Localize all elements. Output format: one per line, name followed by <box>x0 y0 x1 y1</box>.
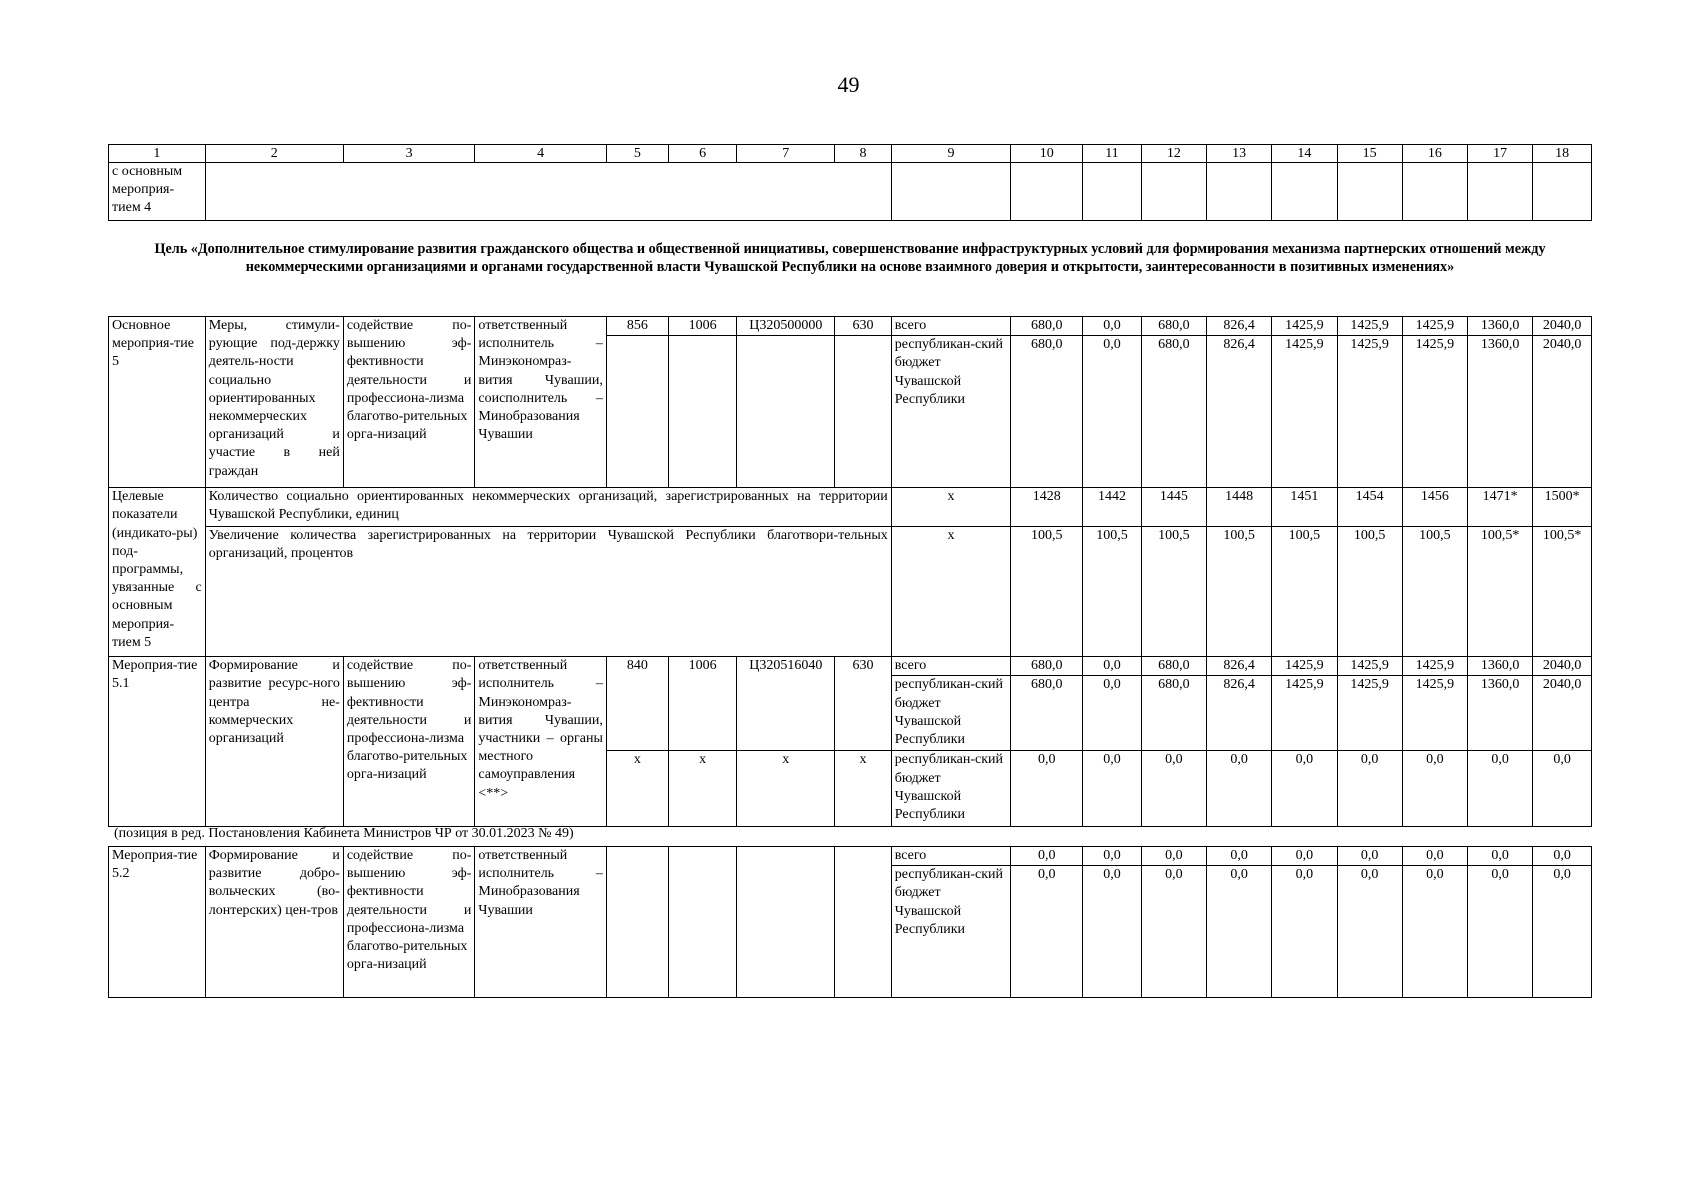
value-cell: 0,0 <box>1083 866 1142 998</box>
value-cell: 0,0 <box>1467 751 1532 827</box>
value-cell: 1425,9 <box>1337 657 1402 676</box>
value-cell: 1448 <box>1207 488 1272 527</box>
m52-executor: ответственный исполнитель – Минобразования Чувашии <box>475 847 607 998</box>
value-cell: 0,0 <box>1467 847 1532 866</box>
value-cell: 100,5 <box>1207 527 1272 657</box>
targets-label: Целевые показатели (индикато-ры) под-программы, увязанные с основным мероприя-тием 5 <box>109 488 206 657</box>
value-cell: 100,5* <box>1467 527 1532 657</box>
value-cell: 0,0 <box>1533 751 1592 827</box>
value-cell: 1360,0 <box>1467 336 1532 488</box>
value-cell: 100,5 <box>1083 527 1142 657</box>
m51-label: Мероприя-тие 5.1 <box>109 657 206 827</box>
value-cell: 0,0 <box>1533 866 1592 998</box>
value-cell: 100,5 <box>1141 527 1206 657</box>
om5-expense-type: 630 <box>835 317 892 336</box>
value-cell: 0,0 <box>1141 866 1206 998</box>
m51-source: всего <box>891 657 1011 676</box>
column-number-5: 5 <box>606 145 668 163</box>
column-number-10: 10 <box>1011 145 1083 163</box>
value-cell: 1445 <box>1141 488 1206 527</box>
value-cell: 1425,9 <box>1337 317 1402 336</box>
value-cell: 2040,0 <box>1533 317 1592 336</box>
target-x: x <box>891 527 1011 657</box>
continuation-row <box>109 163 1592 221</box>
value-cell: 0,0 <box>1337 751 1402 827</box>
value-cell: 1500* <box>1533 488 1592 527</box>
value-cell: 1425,9 <box>1272 676 1337 751</box>
om5-grbs: 856 <box>606 317 668 336</box>
value-cell: 100,5 <box>1402 527 1467 657</box>
value-cell: 0,0 <box>1083 847 1142 866</box>
column-number-7: 7 <box>737 145 835 163</box>
header-table <box>108 144 1592 221</box>
m51-section: 1006 <box>668 657 736 751</box>
m52-name: Формирование и развитие добро-вольческих (во-лонтерских) цен-тров <box>205 847 343 998</box>
value-cell: 826,4 <box>1207 336 1272 488</box>
value-cell: 680,0 <box>1141 676 1206 751</box>
value-cell: 0,0 <box>1141 751 1206 827</box>
value-cell: 680,0 <box>1011 676 1083 751</box>
m51-target-code: Ц320516040 <box>737 657 835 751</box>
value-cell: 0,0 <box>1083 336 1142 488</box>
value-cell: 0,0 <box>1141 847 1206 866</box>
m51-name: Формирование и развитие ресурс-ного центра не-коммерческих организаций <box>205 657 343 827</box>
column-number-2: 2 <box>205 145 343 163</box>
value-cell: 1428 <box>1011 488 1083 527</box>
value-cell: 0,0 <box>1533 847 1592 866</box>
value-cell: 0,0 <box>1011 847 1083 866</box>
value-cell: 1360,0 <box>1467 676 1532 751</box>
value-cell: 1451 <box>1272 488 1337 527</box>
goal-heading: Цель «Дополнительное стимулирование развития гражданского общества и общественной инициативы, совершенствование инфраструктурных условий для формирования механизма партнерских отношений между некоммерческими организациями и органами государственной власти Чувашской Республики на основе взаимного доверия и открытости, заинтересованности в позитивных изменениях» <box>154 241 1546 276</box>
value-cell: 1471* <box>1467 488 1532 527</box>
m52-row-total <box>109 847 1592 866</box>
value-cell: 1425,9 <box>1402 676 1467 751</box>
column-number-16: 16 <box>1402 145 1467 163</box>
column-number-12: 12 <box>1141 145 1206 163</box>
om5-label: Основное мероприя-тие 5 <box>109 317 206 488</box>
value-cell: 0,0 <box>1207 847 1272 866</box>
target-row-1 <box>109 488 1592 527</box>
value-cell: 2040,0 <box>1533 336 1592 488</box>
om5-name: Меры, стимули-рующие под-держку деятель-ности социально ориентированных некоммерческих организаций и участие в ней граждан <box>205 317 343 488</box>
value-cell: 826,4 <box>1207 657 1272 676</box>
m51-grbs: 840 <box>606 657 668 751</box>
value-cell: 0,0 <box>1337 847 1402 866</box>
om5-target-code: Ц320500000 <box>737 317 835 336</box>
om5-goal: содействие по-вышению эф-фективности деятельности и профессиона-лизма благотво-рительных орга-низаций <box>343 317 475 488</box>
value-cell: 680,0 <box>1011 336 1083 488</box>
value-cell: 2040,0 <box>1533 657 1592 676</box>
column-number-6: 6 <box>668 145 736 163</box>
value-cell: 0,0 <box>1207 751 1272 827</box>
main-table <box>108 316 1592 827</box>
target-x: x <box>891 488 1011 527</box>
column-number-13: 13 <box>1207 145 1272 163</box>
value-cell: 1425,9 <box>1402 317 1467 336</box>
target-text: Количество социально ориентированных некоммерческих организаций, зарегистрированных на территории Чувашской Республики, единиц <box>205 488 891 527</box>
value-cell: 1425,9 <box>1402 657 1467 676</box>
value-cell: 1454 <box>1337 488 1402 527</box>
value-cell: 100,5 <box>1272 527 1337 657</box>
om5-source: всего <box>891 317 1011 336</box>
value-cell: 1425,9 <box>1272 657 1337 676</box>
m51-code-x: x <box>737 751 835 827</box>
value-cell: 0,0 <box>1272 866 1337 998</box>
page-number: 49 <box>837 72 860 97</box>
column-number-8: 8 <box>835 145 892 163</box>
column-number-9: 9 <box>891 145 1011 163</box>
m51-code-x: x <box>668 751 736 827</box>
value-cell: 1425,9 <box>1337 676 1402 751</box>
m51-row-total <box>109 657 1592 676</box>
m52-source: всего <box>891 847 1011 866</box>
value-cell: 0,0 <box>1011 751 1083 827</box>
value-cell: 680,0 <box>1141 657 1206 676</box>
value-cell: 1425,9 <box>1272 317 1337 336</box>
m51-source: республикан-ский бюджет Чувашской Республики <box>891 751 1011 827</box>
column-number-15: 15 <box>1337 145 1402 163</box>
value-cell: 1360,0 <box>1467 317 1532 336</box>
amendment-note: (позиция в ред. Постановления Кабинета Министров ЧР от 30.01.2023 № 49) <box>114 826 574 841</box>
column-number-17: 17 <box>1467 145 1532 163</box>
target-row-2 <box>109 527 1592 657</box>
m51-expense-type: 630 <box>835 657 892 751</box>
value-cell: 0,0 <box>1337 866 1402 998</box>
value-cell: 0,0 <box>1272 847 1337 866</box>
om5-row-total <box>109 317 1592 336</box>
value-cell: 0,0 <box>1011 866 1083 998</box>
value-cell: 0,0 <box>1402 847 1467 866</box>
m51-source: республикан-ский бюджет Чувашской Республики <box>891 676 1011 751</box>
value-cell: 0,0 <box>1083 657 1142 676</box>
value-cell: 2040,0 <box>1533 676 1592 751</box>
value-cell: 0,0 <box>1402 751 1467 827</box>
om5-source: республикан-ский бюджет Чувашской Республики <box>891 336 1011 488</box>
value-cell: 0,0 <box>1402 866 1467 998</box>
value-cell: 680,0 <box>1011 317 1083 336</box>
value-cell: 1456 <box>1402 488 1467 527</box>
value-cell: 1425,9 <box>1272 336 1337 488</box>
column-number-14: 14 <box>1272 145 1337 163</box>
value-cell: 1442 <box>1083 488 1142 527</box>
value-cell: 680,0 <box>1141 336 1206 488</box>
value-cell: 0,0 <box>1272 751 1337 827</box>
m51-code-x: x <box>606 751 668 827</box>
m51-goal: содействие по-вышению эф-фективности деятельности и профессиона-лизма благотво-рительных орга-низаций <box>343 657 475 827</box>
value-cell: 0,0 <box>1083 751 1142 827</box>
value-cell: 0,0 <box>1207 866 1272 998</box>
m52-source: республикан-ский бюджет Чувашской Республики <box>891 866 1011 998</box>
column-number-11: 11 <box>1083 145 1142 163</box>
value-cell: 826,4 <box>1207 317 1272 336</box>
m52-label: Мероприя-тие 5.2 <box>109 847 206 998</box>
value-cell: 0,0 <box>1467 866 1532 998</box>
continuation-label: с основным мероприя-тием 4 <box>109 163 206 221</box>
m52-goal: содействие по-вышению эф-фективности деятельности и профессиона-лизма благотво-рительных орга-низаций <box>343 847 475 998</box>
value-cell: 680,0 <box>1141 317 1206 336</box>
om5-executor: ответственный исполнитель – Минэкономраз-вития Чувашии, соисполнитель – Минобразования Чувашии <box>475 317 607 488</box>
value-cell: 100,5* <box>1533 527 1592 657</box>
value-cell: 1425,9 <box>1402 336 1467 488</box>
column-number-3: 3 <box>343 145 475 163</box>
column-number-1: 1 <box>109 145 206 163</box>
value-cell: 0,0 <box>1083 676 1142 751</box>
value-cell: 0,0 <box>1083 317 1142 336</box>
value-cell: 1360,0 <box>1467 657 1532 676</box>
value-cell: 100,5 <box>1011 527 1083 657</box>
column-number-row <box>109 145 1592 163</box>
value-cell: 100,5 <box>1337 527 1402 657</box>
value-cell: 826,4 <box>1207 676 1272 751</box>
column-number-18: 18 <box>1533 145 1592 163</box>
om5-section: 1006 <box>668 317 736 336</box>
target-text: Увеличение количества зарегистрированных на территории Чувашской Республики благотвори-тельных организаций, процентов <box>205 527 891 657</box>
m51-executor: ответственный исполнитель – Минэкономраз-вития Чувашии, участники – органы местного самоуправления <**> <box>475 657 607 827</box>
m51-code-x: x <box>835 751 892 827</box>
column-number-4: 4 <box>475 145 607 163</box>
value-cell: 680,0 <box>1011 657 1083 676</box>
m52-table <box>108 846 1592 998</box>
value-cell: 1425,9 <box>1337 336 1402 488</box>
